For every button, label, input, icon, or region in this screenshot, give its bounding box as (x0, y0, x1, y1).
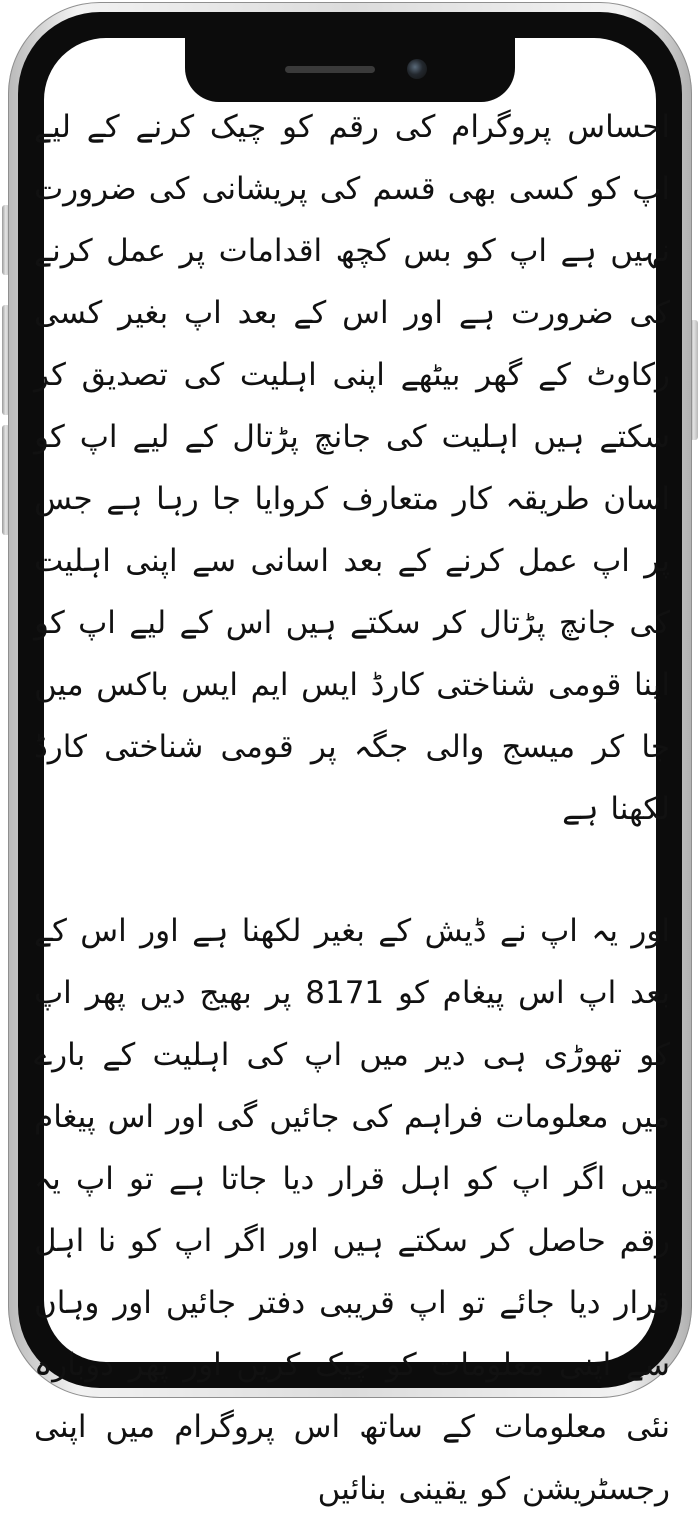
notch (185, 36, 515, 102)
article-text (34, 96, 670, 1520)
speaker-icon (285, 66, 375, 73)
paragraph-1: احساس پروگرام کی رقم کو چیک کرنے کے لیے اپ کو کسی بھی قسم کی پریشانی کی ضرورت نہیں ہے اپ کو بس کچھ اقدامات پر عمل کرنے کی ضرورت ہے اور اس کے بعد اپ بغیر کسی رکاوٹ کے گھر بیٹھے اپنی اہلیت کی تصدیق کر سکتے ہیں اہلیت کی جانچ پڑتال کے لیے اپ کو اسان طریقہ کار متعارف کروایا جا رہا ہے جس پر اپ عمل کرنے کے بعد اسانی سے اپنی اہلیت کی جانچ پڑتال کر سکتے ہیں اس کے لیے اپ کو اپنا قومی شناختی کارڈ ایس ایم ایس باکس میں جا کر میسج والی جگہ پر قومی شناختی کارڈ لکھنا ہے (34, 109, 670, 827)
camera-icon (407, 59, 427, 79)
paragraph-spacer (34, 840, 670, 900)
paragraph-2: اور یہ اپ نے ڈیش کے بغیر لکھنا ہے اور اس کے بعد اپ اس پیغام کو 8171 پر بھیج دیں پھر اپ کو تھوڑی ہی دیر میں اپ کی اہلیت کے بارے میں معلومات فراہم کی جائیں گی اور اس پیغام میں اگر اپ کو اہل قرار دیا جاتا ہے تو اپ یہ رقم حاصل کر سکتے ہیں اور اگر اپ کو نا اہل قرار دیا جائے تو اپ قریبی دفتر جائیں اور وہاں سے اپنی معلومات کو چیک کریں اور پھر دوبارہ نئی معلومات کے ساتھ اس پروگرام میں اپنی رجسٹریشن کو یقینی بنائیں (34, 913, 670, 1507)
